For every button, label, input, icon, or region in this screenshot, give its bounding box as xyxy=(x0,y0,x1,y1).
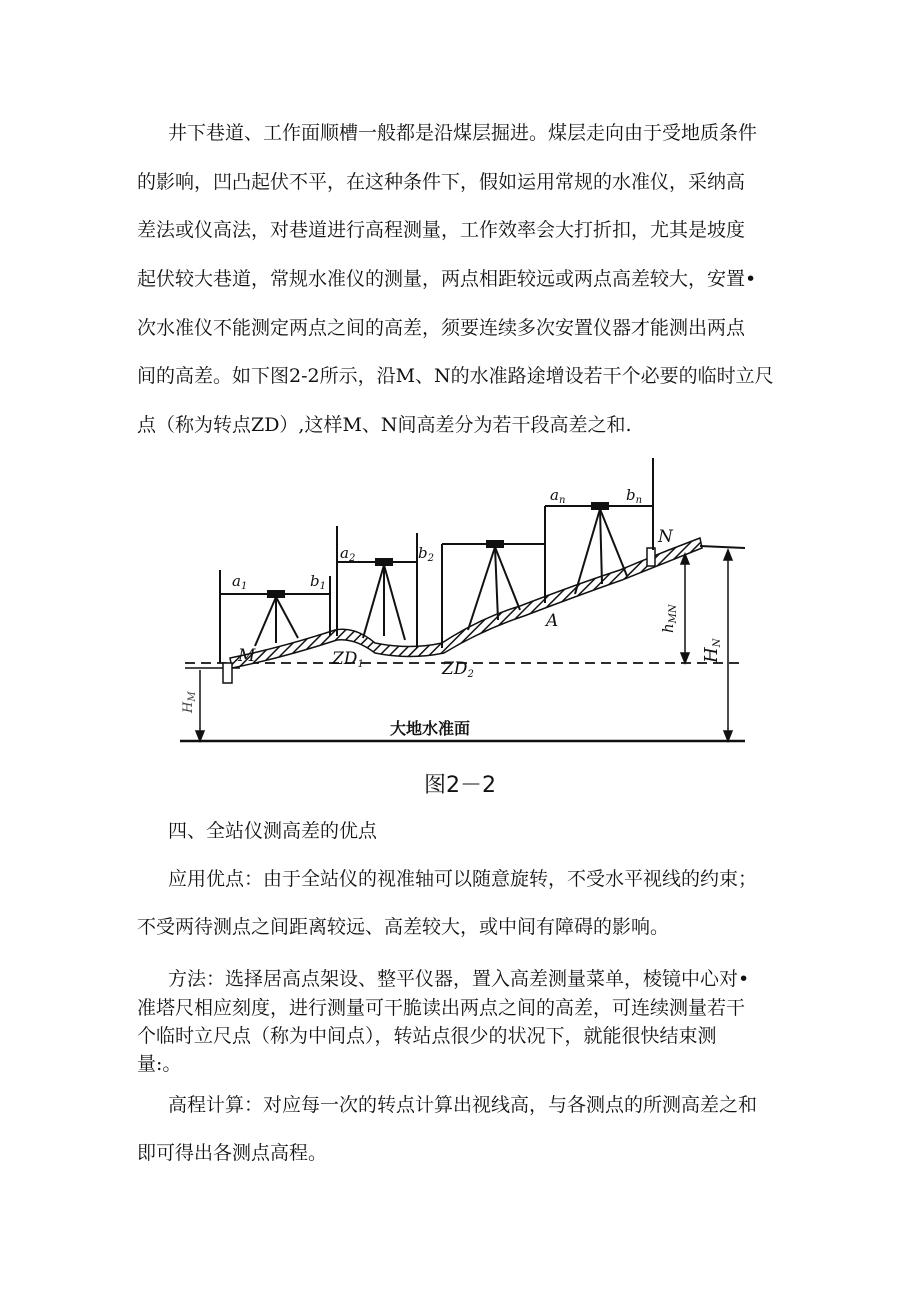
text-line: 的影响，凹凸起伏不平，在这种条件下，假如运用常规的水准仪，采纳高 xyxy=(137,171,746,193)
label-m: M xyxy=(238,646,256,666)
section-heading: 四、全站仪测高差的优点 xyxy=(168,820,378,842)
text-line: 个临时立尺点（称为中间点），转站点很少的状况下，就能很快结束测 xyxy=(137,1025,717,1047)
text-line: 次水准仪不能测定两点之间的高差，须要连续多次安置仪器才能测出两点 xyxy=(137,317,746,339)
text-line: 起伏较大巷道，常规水准仪的测量，两点相距较远或两点高差较大，安置• xyxy=(137,268,757,290)
text-line: 井下巷道、工作面顺槽一般都是沿煤层掘进。煤层走向由于受地质条件 xyxy=(168,122,758,144)
text-line: 点（称为转点ZD）,这样M、N间高差分为若干段高差之和. xyxy=(137,414,632,436)
tripod-1 xyxy=(255,591,298,646)
label-b2: $b_2$ xyxy=(418,544,434,564)
text-line: 准塔尺相应刻度，进行测量可干脆读出两点之间的高差，可连续测量若干 xyxy=(137,997,746,1019)
label-zd2: ZD2 xyxy=(442,659,474,680)
text-line: 不受两待测点之间距离较远、高差较大，或中间有障碍的影响。 xyxy=(137,916,670,938)
point-m-marker xyxy=(223,663,232,683)
label-an: $a_n$ xyxy=(550,486,566,506)
text-line: 高程计算：对应每一次的转点计算出视线高，与各测点的所测高差之和 xyxy=(168,1094,758,1116)
dim-hm xyxy=(196,670,204,741)
tripod-2 xyxy=(363,559,405,640)
dim-hmn xyxy=(681,554,689,663)
label-hmn: $h_{MN}$ xyxy=(659,604,679,633)
label-hn: HN xyxy=(701,638,723,663)
point-n-marker xyxy=(647,548,655,566)
text-line: 方法：选择居高点架设、整平仪器，置入高差测量菜单，棱镜中心对• xyxy=(168,968,750,990)
label-a: A xyxy=(546,611,559,631)
label-a1: $a_1$ xyxy=(232,572,248,592)
text-line: 间的高差。如下图2-2所示，沿M、N的水准路途增设若干个必要的临时立尺 xyxy=(137,365,774,387)
label-geoid: 大地水准面 xyxy=(390,719,471,738)
label-n: N xyxy=(658,527,673,547)
label-zd1: ZD1 xyxy=(332,649,364,670)
text-line: 差法或仪高法，对巷道进行高程测量，工作效率会大打折扣，尤其是坡度 xyxy=(137,219,746,241)
text-line: 应用优点：由于全站仪的视准轴可以随意旋转，不受水平视线的约束； xyxy=(168,868,758,890)
label-a2: $a_2$ xyxy=(340,544,356,564)
label-bn: $b_n$ xyxy=(626,486,643,506)
terrain-slope xyxy=(230,538,702,668)
label-hm: $H_M$ xyxy=(181,691,198,713)
figure-caption: 图2－2 xyxy=(424,773,496,798)
text-line: 即可得出各测点高程。 xyxy=(137,1142,328,1164)
label-b1: $b_1$ xyxy=(310,572,326,592)
dim-hn xyxy=(724,550,732,741)
leveling-diagram xyxy=(180,458,745,748)
text-line: 量:。 xyxy=(137,1053,182,1075)
